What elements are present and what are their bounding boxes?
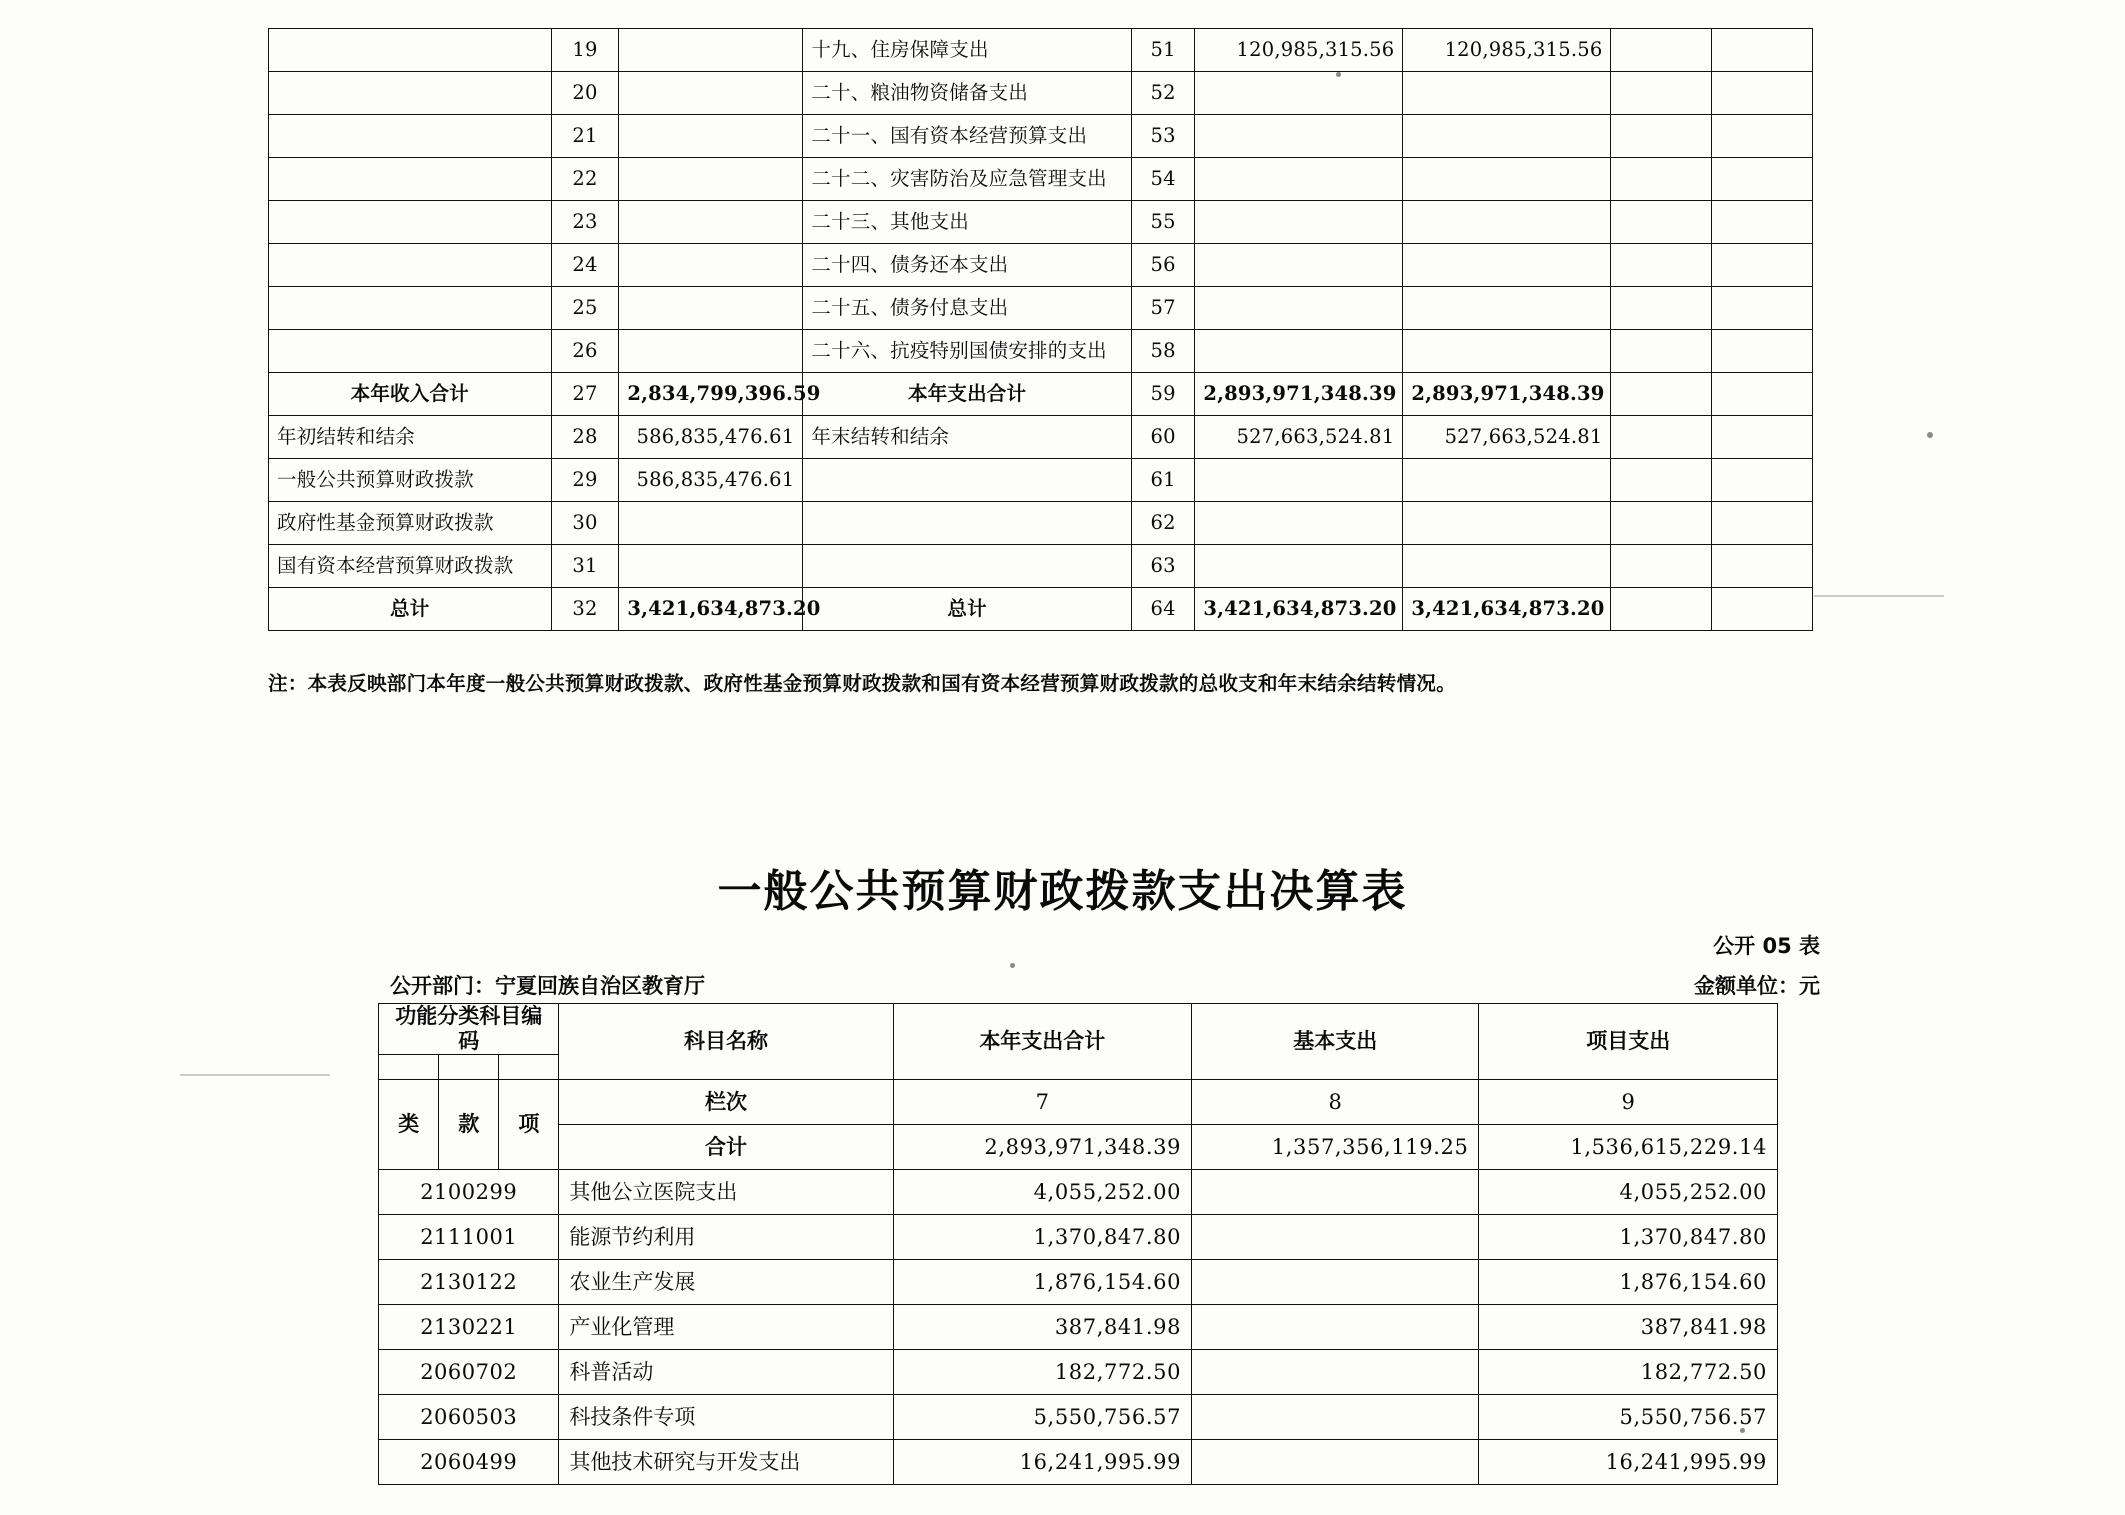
expenditure-item-label: 十九、住房保障支出	[803, 29, 1132, 72]
expenditure-amount-d	[1712, 158, 1813, 201]
top-table	[268, 28, 1813, 631]
expenditure-amount-b: 3,421,634,873.20	[1403, 588, 1611, 631]
subject-name: 其他技术研究与开发支出	[559, 1440, 893, 1485]
header-class: 类	[379, 1080, 439, 1170]
revenue-item-label	[269, 330, 552, 373]
budget-revenue-expenditure-table	[268, 28, 1813, 631]
functional-code: 2060499	[379, 1440, 559, 1485]
revenue-row-number: 28	[551, 416, 619, 459]
revenue-amount	[619, 72, 803, 115]
revenue-row-number: 21	[551, 115, 619, 158]
expenditure-row-number: 64	[1131, 588, 1195, 631]
expenditure-amount-a: 2,893,971,348.39	[1195, 373, 1403, 416]
project-expenditure: 1,876,154.60	[1479, 1260, 1778, 1305]
revenue-amount	[619, 201, 803, 244]
revenue-amount	[619, 502, 803, 545]
revenue-row-number: 27	[551, 373, 619, 416]
table-row	[269, 201, 1813, 244]
expenditure-amount-a	[1195, 330, 1403, 373]
revenue-amount: 586,835,476.61	[619, 459, 803, 502]
basic-expenditure	[1192, 1350, 1479, 1395]
revenue-row-number: 30	[551, 502, 619, 545]
expenditure-item-label: 二十四、债务还本支出	[803, 244, 1132, 287]
total-year-expenditure: 2,893,971,348.39	[893, 1125, 1192, 1170]
header-category-code: 功能分类科目编码	[379, 1004, 559, 1055]
revenue-row-number: 32	[551, 588, 619, 631]
table-row	[269, 72, 1813, 115]
expenditure-amount-b	[1403, 287, 1611, 330]
revenue-item-label	[269, 158, 552, 201]
revenue-amount	[619, 287, 803, 330]
expenditure-amount-c	[1611, 287, 1712, 330]
table-row	[269, 244, 1813, 287]
expenditure-amount-c	[1611, 502, 1712, 545]
basic-expenditure	[1192, 1260, 1479, 1305]
subject-name: 农业生产发展	[559, 1260, 893, 1305]
expenditure-amount-a: 120,985,315.56	[1195, 29, 1403, 72]
functional-code: 2130122	[379, 1260, 559, 1305]
table-row	[269, 373, 1813, 416]
total-project-expenditure: 1,536,615,229.14	[1479, 1125, 1778, 1170]
expenditure-amount-b	[1403, 158, 1611, 201]
grand-total-row	[379, 1125, 1778, 1170]
revenue-item-label	[269, 115, 552, 158]
expenditure-amount-a	[1195, 244, 1403, 287]
subject-name: 产业化管理	[559, 1305, 893, 1350]
revenue-item-label	[269, 72, 552, 115]
revenue-row-number: 24	[551, 244, 619, 287]
table-row	[269, 502, 1813, 545]
expenditure-amount-a	[1195, 502, 1403, 545]
year-expenditure: 387,841.98	[893, 1305, 1192, 1350]
year-expenditure: 182,772.50	[893, 1350, 1192, 1395]
expenditure-amount-b	[1403, 330, 1611, 373]
expenditure-amount-d	[1712, 72, 1813, 115]
revenue-amount	[619, 244, 803, 287]
scan-speck	[1010, 963, 1015, 968]
total-basic-expenditure: 1,357,356,119.25	[1192, 1125, 1479, 1170]
header-item: 项	[499, 1080, 559, 1170]
department-line: 公开部门：宁夏回族自治区教育厅	[390, 974, 705, 998]
expenditure-amount-d	[1712, 330, 1813, 373]
year-expenditure: 5,550,756.57	[893, 1395, 1192, 1440]
expenditure-amount-b	[1403, 502, 1611, 545]
table-row	[379, 1395, 1778, 1440]
expenditure-row-number: 61	[1131, 459, 1195, 502]
table-note: 注：本表反映部门本年度一般公共预算财政拨款、政府性基金预算财政拨款和国有资本经营预算财政拨款的总收支和年末结余结转情况。	[268, 672, 1457, 695]
expenditure-amount-b	[1403, 201, 1611, 244]
expenditure-amount-d	[1712, 545, 1813, 588]
expenditure-row-number: 53	[1131, 115, 1195, 158]
expenditure-amount-a	[1195, 545, 1403, 588]
revenue-row-number: 22	[551, 158, 619, 201]
subject-name: 科普活动	[559, 1350, 893, 1395]
expenditure-amount-d	[1712, 502, 1813, 545]
basic-expenditure	[1192, 1395, 1479, 1440]
revenue-row-number: 23	[551, 201, 619, 244]
expenditure-row-number: 51	[1131, 29, 1195, 72]
project-expenditure: 16,241,995.99	[1479, 1440, 1778, 1485]
expenditure-item-label: 二十二、灾害防治及应急管理支出	[803, 158, 1132, 201]
project-expenditure: 182,772.50	[1479, 1350, 1778, 1395]
expenditure-amount-a	[1195, 459, 1403, 502]
table-row	[379, 1305, 1778, 1350]
revenue-item-label: 政府性基金预算财政拨款	[269, 502, 552, 545]
total-row-label: 合计	[559, 1125, 893, 1170]
expenditure-amount-b	[1403, 545, 1611, 588]
column-number-8: 8	[1192, 1080, 1479, 1125]
expenditure-amount-d	[1712, 373, 1813, 416]
column-number-9: 9	[1479, 1080, 1778, 1125]
expenditure-amount-a	[1195, 72, 1403, 115]
year-expenditure: 1,370,847.80	[893, 1215, 1192, 1260]
expenditure-amount-b	[1403, 72, 1611, 115]
revenue-item-label: 总计	[269, 588, 552, 631]
expenditure-amount-b	[1403, 244, 1611, 287]
expenditure-row-number: 55	[1131, 201, 1195, 244]
expenditure-amount-c	[1611, 416, 1712, 459]
revenue-item-label	[269, 244, 552, 287]
revenue-row-number: 20	[551, 72, 619, 115]
expenditure-amount-d	[1712, 588, 1813, 631]
revenue-row-number: 19	[551, 29, 619, 72]
expenditure-row-number: 54	[1131, 158, 1195, 201]
subject-name: 能源节约利用	[559, 1215, 893, 1260]
expenditure-amount-c	[1611, 201, 1712, 244]
expenditure-row-number: 57	[1131, 287, 1195, 330]
expenditure-amount-c	[1611, 244, 1712, 287]
revenue-amount	[619, 29, 803, 72]
revenue-row-number: 31	[551, 545, 619, 588]
table-row	[269, 158, 1813, 201]
expenditure-item-label	[803, 459, 1132, 502]
expenditure-item-label	[803, 545, 1132, 588]
expenditure-amount-b	[1403, 459, 1611, 502]
revenue-item-label: 年初结转和结余	[269, 416, 552, 459]
revenue-amount	[619, 545, 803, 588]
expenditure-amount-b: 2,893,971,348.39	[1403, 373, 1611, 416]
header-basic-expenditure: 基本支出	[1192, 1004, 1479, 1080]
bottom-table	[378, 1003, 1778, 1485]
page-title: 一般公共预算财政拨款支出决算表	[717, 866, 1408, 917]
expenditure-amount-c	[1611, 373, 1712, 416]
expenditure-amount-d	[1712, 244, 1813, 287]
amount-unit-line: 金额单位：元	[1694, 974, 1820, 998]
expenditure-amount-a: 527,663,524.81	[1195, 416, 1403, 459]
table-row	[269, 29, 1813, 72]
subject-name: 其他公立医院支出	[559, 1170, 893, 1215]
basic-expenditure	[1192, 1170, 1479, 1215]
header-subject-name: 科目名称	[559, 1004, 893, 1080]
expenditure-amount-c	[1611, 29, 1712, 72]
expenditure-amount-c	[1611, 115, 1712, 158]
expenditure-amount-c	[1611, 545, 1712, 588]
expenditure-amount-d	[1712, 287, 1813, 330]
revenue-item-label: 国有资本经营预算财政拨款	[269, 545, 552, 588]
revenue-item-label: 本年收入合计	[269, 373, 552, 416]
project-expenditure: 387,841.98	[1479, 1305, 1778, 1350]
expenditure-row-number: 58	[1131, 330, 1195, 373]
bottom-table-body	[379, 1004, 1778, 1485]
expenditure-amount-b: 527,663,524.81	[1403, 416, 1611, 459]
table-row	[269, 545, 1813, 588]
table-row	[269, 416, 1813, 459]
scan-speck	[1927, 432, 1933, 438]
functional-code: 2060702	[379, 1350, 559, 1395]
revenue-amount	[619, 158, 803, 201]
column-index-row	[379, 1080, 1778, 1125]
revenue-item-label	[269, 201, 552, 244]
expenditure-amount-c	[1611, 588, 1712, 631]
expenditure-item-label: 二十三、其他支出	[803, 201, 1132, 244]
expenditure-item-label: 二十、粮油物资储备支出	[803, 72, 1132, 115]
expenditure-row-number: 52	[1131, 72, 1195, 115]
header-year-total: 本年支出合计	[893, 1004, 1192, 1080]
table-row	[379, 1440, 1778, 1485]
top-table-body	[269, 29, 1813, 631]
table-row	[269, 287, 1813, 330]
expenditure-amount-c	[1611, 330, 1712, 373]
expenditure-amount-a	[1195, 287, 1403, 330]
general-budget-expenditure-table	[378, 1003, 1778, 1485]
expenditure-amount-a	[1195, 158, 1403, 201]
expenditure-amount-a	[1195, 115, 1403, 158]
expenditure-item-label: 二十一、国有资本经营预算支出	[803, 115, 1132, 158]
revenue-amount: 3,421,634,873.20	[619, 588, 803, 631]
expenditure-item-label: 二十六、抗疫特别国债安排的支出	[803, 330, 1132, 373]
expenditure-amount-b	[1403, 115, 1611, 158]
scan-edge-artifact	[180, 1074, 330, 1076]
expenditure-item-label: 年末结转和结余	[803, 416, 1132, 459]
revenue-amount: 586,835,476.61	[619, 416, 803, 459]
header-row-1	[379, 1004, 1778, 1055]
project-expenditure: 5,550,756.57	[1479, 1395, 1778, 1440]
subject-name: 科技条件专项	[559, 1395, 893, 1440]
expenditure-amount-d	[1712, 416, 1813, 459]
functional-code: 2100299	[379, 1170, 559, 1215]
expenditure-item-label	[803, 502, 1132, 545]
expenditure-amount-b: 120,985,315.56	[1403, 29, 1611, 72]
project-expenditure: 1,370,847.80	[1479, 1215, 1778, 1260]
year-expenditure: 1,876,154.60	[893, 1260, 1192, 1305]
header-section: 款	[439, 1080, 499, 1170]
revenue-amount	[619, 330, 803, 373]
basic-expenditure	[1192, 1215, 1479, 1260]
form-number: 公开 05 表	[1713, 934, 1820, 958]
functional-code: 2111001	[379, 1215, 559, 1260]
revenue-item-label	[269, 287, 552, 330]
year-expenditure: 16,241,995.99	[893, 1440, 1192, 1485]
column-number-7: 7	[893, 1080, 1192, 1125]
expenditure-amount-a	[1195, 201, 1403, 244]
revenue-item-label	[269, 29, 552, 72]
table-row	[379, 1260, 1778, 1305]
expenditure-amount-c	[1611, 158, 1712, 201]
table-row	[269, 115, 1813, 158]
table-row	[379, 1350, 1778, 1395]
column-row-label: 栏次	[559, 1080, 893, 1125]
expenditure-amount-c	[1611, 72, 1712, 115]
expenditure-item-label: 总计	[803, 588, 1132, 631]
revenue-item-label: 一般公共预算财政拨款	[269, 459, 552, 502]
revenue-row-number: 25	[551, 287, 619, 330]
project-expenditure: 4,055,252.00	[1479, 1170, 1778, 1215]
revenue-row-number: 29	[551, 459, 619, 502]
expenditure-amount-d	[1712, 201, 1813, 244]
basic-expenditure	[1192, 1305, 1479, 1350]
revenue-amount: 2,834,799,396.59	[619, 373, 803, 416]
expenditure-row-number: 62	[1131, 502, 1195, 545]
expenditure-row-number: 60	[1131, 416, 1195, 459]
expenditure-row-number: 59	[1131, 373, 1195, 416]
functional-code: 2060503	[379, 1395, 559, 1440]
table-row	[379, 1170, 1778, 1215]
expenditure-amount-d	[1712, 115, 1813, 158]
table-row	[269, 459, 1813, 502]
table-row	[379, 1215, 1778, 1260]
expenditure-amount-d	[1712, 29, 1813, 72]
expenditure-item-label: 本年支出合计	[803, 373, 1132, 416]
scan-edge-artifact	[1814, 595, 1944, 597]
table-row	[269, 588, 1813, 631]
expenditure-item-label: 二十五、债务付息支出	[803, 287, 1132, 330]
year-expenditure: 4,055,252.00	[893, 1170, 1192, 1215]
table-row	[269, 330, 1813, 373]
basic-expenditure	[1192, 1440, 1479, 1485]
header-project-expenditure: 项目支出	[1479, 1004, 1778, 1080]
expenditure-amount-c	[1611, 459, 1712, 502]
functional-code: 2130221	[379, 1305, 559, 1350]
revenue-amount	[619, 115, 803, 158]
expenditure-amount-a: 3,421,634,873.20	[1195, 588, 1403, 631]
expenditure-amount-d	[1712, 459, 1813, 502]
revenue-row-number: 26	[551, 330, 619, 373]
expenditure-row-number: 56	[1131, 244, 1195, 287]
expenditure-row-number: 63	[1131, 545, 1195, 588]
